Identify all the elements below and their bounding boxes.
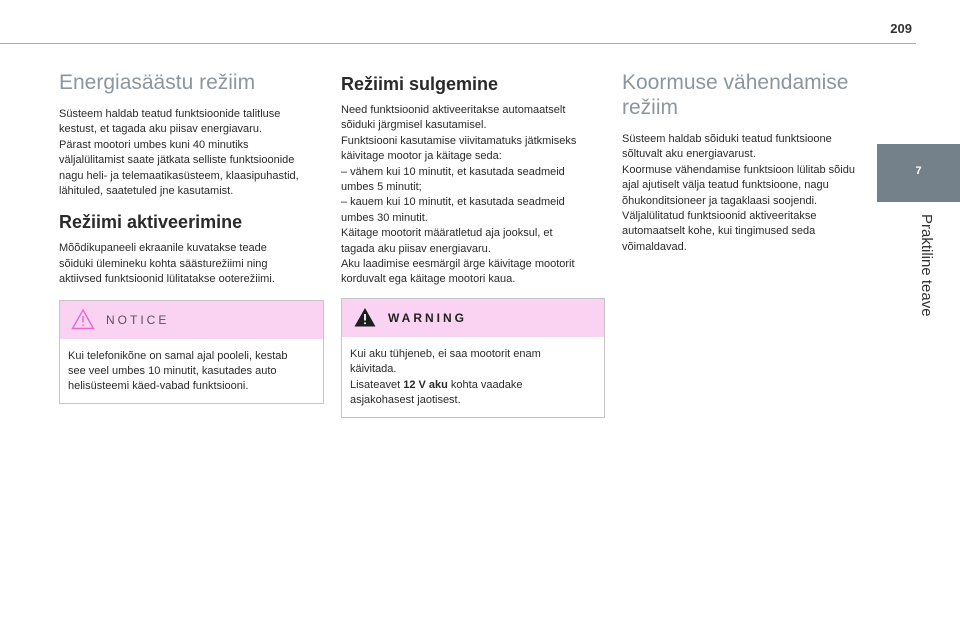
warning-text-2-post: kohta vaadake asjakohasest jaotisest. bbox=[350, 378, 523, 407]
warning-text-1: Kui aku tühjeneb, ei saa mootorit enam käivitada. bbox=[350, 347, 541, 376]
notice-text: Kui telefonikõne on samal ajal pooleli, kestab see veel umbes 10 minutit, kasutades auto helisüsteemi käed-vabad funktsiooni. bbox=[68, 349, 288, 393]
warning-triangle-outline-icon bbox=[71, 308, 95, 330]
section-heading-activation: Režiimi aktiveerimine bbox=[59, 212, 243, 233]
warning-header bbox=[342, 299, 604, 337]
load-reduction-paragraph: Süsteem haldab sõiduki teatud funktsioone sõltuvalt aku energiavarust. Koormuse vähendamise funktsioon lülitab sõidu ajal ajutiselt välja teatud funktsioone, nagu õhukonditsioneer ja tagaklaasi soojendi. Väljalülitatud funktsioonid aktiveeritakse automaatselt kohe, kui tingimused seda võimaldavad. bbox=[622, 133, 855, 253]
chapter-title: Praktiline teave bbox=[918, 214, 935, 317]
notice-header bbox=[60, 301, 323, 339]
page-number: 209 bbox=[890, 21, 912, 36]
warning-title: WARNING bbox=[388, 310, 467, 325]
notice-box bbox=[59, 300, 324, 404]
column-load-reduction bbox=[622, 70, 878, 255]
column-energy-saving bbox=[59, 70, 324, 404]
mode-exit-item-1: – vähem kui 10 minutit, et kasutada seadmeid umbes 5 minutit; bbox=[341, 165, 565, 194]
mode-exit-paragraph: Need funktsioonid aktiveeritakse automaatselt sõiduki järgmisel kasutamisel. Funktsiooni kasutamise viivitamatuks jätkmiseks käivitage mootor ja käitage seda: bbox=[341, 104, 577, 163]
header-divider bbox=[0, 43, 916, 44]
mode-exit-paragraph-2: Käitage mootorit määratletud aja jooksul, et tagada aku piisav energiavaru. Aku laadimise eesmärgil ärge käivitage mootorit korduvalt ega käitage mootori kaua. bbox=[341, 227, 575, 286]
mode-exit-item-2: – kauem kui 10 minutit, et kasutada seadmeid umbes 30 minutit. bbox=[341, 196, 565, 224]
section-heading-mode-exit: Režiimi sulgemine bbox=[341, 74, 499, 94]
battery-reference: 12 V aku bbox=[403, 378, 448, 391]
chapter-number: 7 bbox=[915, 165, 922, 177]
warning-box bbox=[341, 298, 605, 418]
warning-text-2-pre: Lisateavet bbox=[350, 378, 404, 391]
column-mode-exit bbox=[341, 70, 605, 418]
notice-title: NOTICE bbox=[106, 312, 170, 327]
section-heading-load-reduction: Koormuse vähendamise režiim bbox=[622, 71, 849, 119]
warning-text-2 bbox=[350, 378, 596, 409]
activation-paragraph: Mõõdikupaneeli ekraanile kuvatakse teade sõiduki ülemineku kohta säästurežiimi ning aktiivsed funktsioonid lülitatakse ooterežiimi. bbox=[59, 242, 275, 286]
section-heading-energy-saving: Energiasäästu režiim bbox=[59, 71, 256, 94]
energy-saving-paragraph: Süsteem haldab teatud funktsioonide talitluse kestust, et tagada aku piisav energiavaru. Pärast mootori umbes kuni 40 minutiks väljalülitamist saate jätkata selliste funktsioonide nagu heli- ja telemaatikasüsteem, klaasipuhastid, lähituled, saatetuled jne kasutamist. bbox=[59, 108, 299, 198]
warning-triangle-filled-icon bbox=[353, 306, 377, 328]
